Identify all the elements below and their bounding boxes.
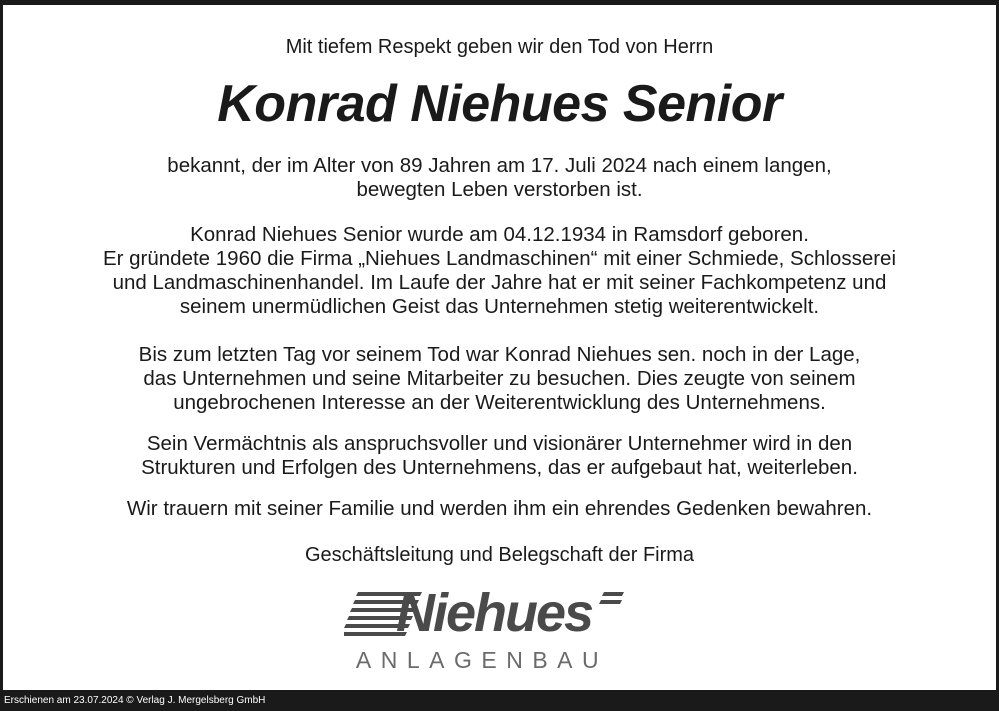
text-line: das Unternehmen und seine Mitarbeiter zu besuchen. Dies zeugte von seinem xyxy=(143,367,856,390)
footer-text: Erschienen am 23.07.2024 © Verlag J. Mergelsberg GmbH xyxy=(4,695,266,706)
intro-line: Mit tiefem Respekt geben wir den Tod von Herrn xyxy=(285,36,714,58)
paragraph-biography xyxy=(3,223,996,319)
deceased-name: Konrad Niehues Senior xyxy=(217,75,782,133)
signoff-line: Geschäftsleitung und Belegschaft der Firma xyxy=(304,544,695,566)
text-line: Er gründete 1960 die Firma „Niehues Landmaschinen“ mit einer Schmiede, Schlosserei xyxy=(102,247,897,270)
text-line: bekannt, der im Alter von 89 Jahren am 17. Juli 2024 nach einem langen, xyxy=(167,154,832,177)
text-line: und Landmaschinenhandel. Im Laufe der Jahre hat er mit seiner Fachkompetenz und xyxy=(112,271,887,294)
text-line: Sein Vermächtnis als anspruchsvoller und visionärer Unternehmer wird in den xyxy=(146,432,853,455)
obituary-content xyxy=(3,5,996,690)
company-logo xyxy=(338,583,628,678)
logo-wordmark: Niehues xyxy=(396,583,593,643)
text-line: bewegten Leben verstorben ist. xyxy=(356,178,643,201)
text-line: seinem unermüdlichen Geist das Unternehmen stetig weiterentwickelt. xyxy=(179,295,820,318)
paragraph-last-days xyxy=(3,343,996,415)
text-line: Bis zum letzten Tag vor seinem Tod war Konrad Niehues sen. noch in der Lage, xyxy=(138,343,861,366)
text-line: Wir trauern mit seiner Familie und werden ihm ein ehrendes Gedenken bewahren. xyxy=(126,497,873,520)
logo-subtitle: ANLAGENBAU xyxy=(355,647,609,673)
paragraph-announcement xyxy=(3,154,996,202)
text-line: Strukturen und Erfolgen des Unternehmens, das er aufgebaut hat, weiterleben. xyxy=(141,456,858,479)
paragraph-mourning xyxy=(3,497,996,521)
text-line: ungebrochenen Interesse an der Weiterentwicklung des Unternehmens. xyxy=(173,391,826,414)
paragraph-legacy xyxy=(3,432,996,480)
publication-footer xyxy=(0,690,999,711)
text-line: Konrad Niehues Senior wurde am 04.12.1934 in Ramsdorf geboren. xyxy=(190,223,809,246)
